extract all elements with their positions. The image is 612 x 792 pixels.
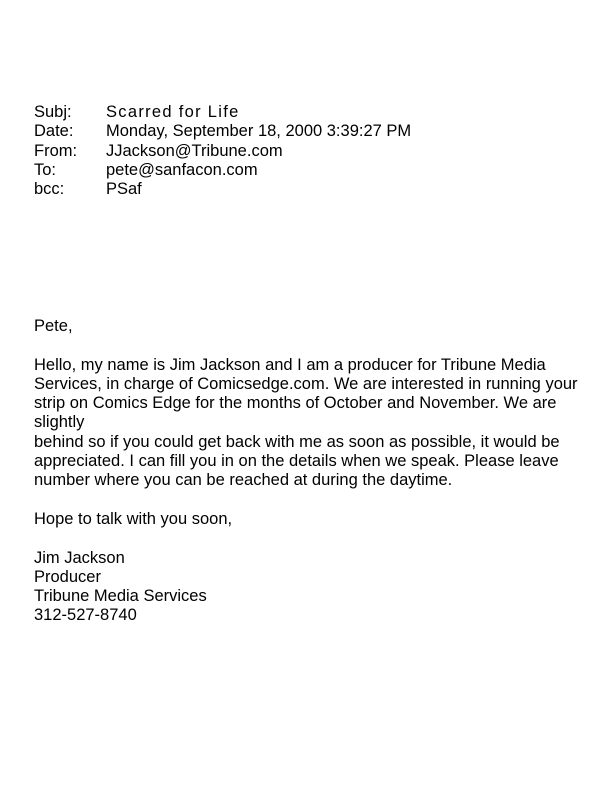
- closing: [34, 510, 594, 529]
- paragraph-line: slightly: [34, 413, 85, 432]
- paragraph-line: Services, in charge of Comicsedge.com. We are interested in running your: [34, 374, 578, 393]
- paragraph-line: number where you can be reached at during the daytime.: [34, 471, 453, 490]
- header-label: bcc:: [34, 180, 65, 199]
- greeting-text: Pete,: [34, 317, 73, 335]
- bcc-value: PSaf: [106, 180, 142, 199]
- paragraph-line: Hello, my name is Jim Jackson and I am a producer for Tribune Media: [34, 355, 546, 374]
- signature-block: [34, 549, 594, 626]
- header-row-subject: [34, 103, 594, 122]
- paragraph-line: behind so if you could get back with me as soon as possible, it would be: [34, 432, 560, 451]
- subject-value: Scarred for Life: [106, 103, 240, 121]
- header-row-to: [34, 161, 594, 180]
- header-label: To:: [34, 160, 57, 179]
- to-value: pete@sanfacon.com: [106, 160, 258, 179]
- from-value: JJackson@Tribune.com: [106, 141, 283, 160]
- date-value: Monday, September 18, 2000 3:39:27 PM: [106, 122, 412, 141]
- header-row-from: [34, 142, 594, 161]
- body-paragraph: [34, 356, 594, 491]
- header-row-bcc: [34, 180, 594, 199]
- paragraph-line: strip on Comics Edge for the months of October and November. We are: [34, 394, 557, 413]
- header-label: From:: [34, 141, 78, 160]
- signature-name: Jim Jackson: [34, 548, 125, 567]
- signature-title: Producer: [34, 567, 101, 586]
- header-row-date: [34, 122, 594, 141]
- closing-text: Hope to talk with you soon,: [34, 509, 233, 528]
- email-header-block: [34, 103, 594, 199]
- greeting: [34, 317, 594, 336]
- header-label: Date:: [34, 122, 74, 141]
- signature-phone: 312-527-8740: [34, 606, 137, 625]
- header-label: Subj:: [34, 103, 72, 121]
- email-body: [34, 317, 594, 645]
- paragraph-line: appreciated. I can fill you in on the details when we speak. Please leave: [34, 452, 559, 471]
- signature-company: Tribune Media Services: [34, 587, 207, 606]
